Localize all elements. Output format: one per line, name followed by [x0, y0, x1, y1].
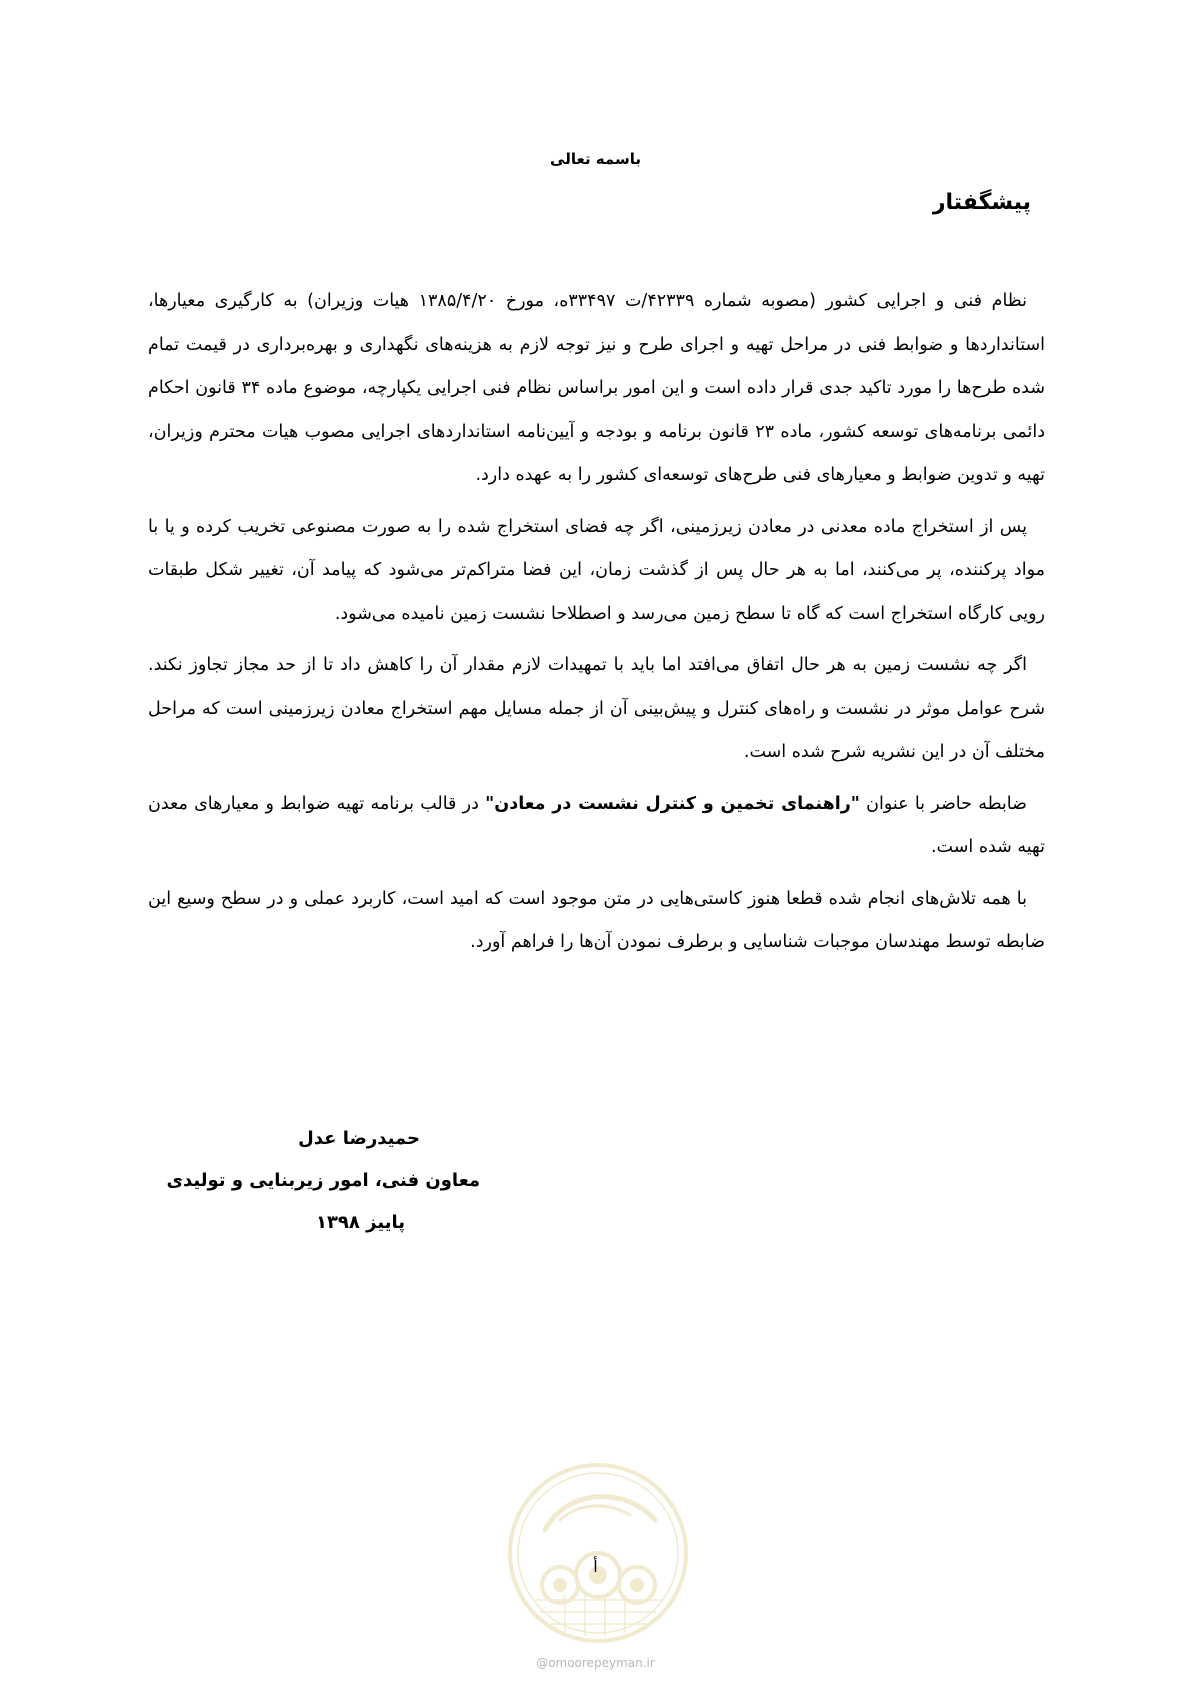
- paragraph-3: اگر چه نشست زمین به هر حال اتفاق می‌افتد اما باید با تمهیدات لازم مقدار آن را کاهش داد تا از حد مجاز تجاوز نکند. شرح عوامل موثر در نشست و راه‌های کنترل و پیش‌بینی آن از جمله مسایل مهم استخراج معادن زیرزمینی است که مراحل مختلف آن در این نشریه شرح شده است.: [148, 655, 1045, 762]
- paragraph-4-rest: در قالب برنامه تهیه ضوابط و معیارهای معدن تهیه شده است.: [148, 793, 1045, 857]
- paragraph-2: پس از استخراج ماده معدنی در معادن زیرزمینی، اگر چه فضای استخراج شده را به صورت مصنوعی تخریب کرده و یا با مواد پرکننده، پر می‌کنند، اما به هر حال پس از گذشت زمان، این فضا متراکم‌تر می‌شود که پیامد آن، تغییر شکل طبقات رویی کارگاه استخراج است که گاه تا سطح زمین می‌رسد و اصطلاحا نشست زمین نامیده می‌شود.: [148, 516, 1045, 624]
- footer-website: @omoorepeyman.ir: [536, 1656, 655, 1670]
- signature-date: پاییز ۱۳۹۸: [315, 1212, 405, 1233]
- signatory-name: حمیدرضا عدل: [298, 1128, 420, 1149]
- signature-block: [150, 1118, 480, 1244]
- preface-body: [148, 280, 1045, 973]
- paragraph-1: نظام فنی و اجرایی کشور (مصوبه شماره ۴۲۳۳۹/ت ۳۳۴۹۷ه، مورخ ۱۳۸۵/۴/۲۰ هیات وزیران) به کارگیری معیارها، استانداردها و ضوابط فنی در مراحل تهیه و اجرای طرح و نیز توجه لازم به هزینه‌های نگهداری و بهره‌برداری در قیمت تمام شده طرح‌ها را مورد تاکید جدی قرار داده است و این امور براساس نظام فنی اجرایی یکپارچه، موضوع ماده ۳۴ قانون احکام دائمی برنامه‌های توسعه کشور، ماده ۲۳ قانون برنامه و بودجه و آیین‌نامه استانداردهای اجرایی مصوب هیات محترم وزیران، تهیه و تدوین ضوابط و معیارهای فنی طرح‌های توسعه‌ای کشور را به عهده دارد.: [148, 291, 1046, 485]
- publication-title-reference: "راهنمای تخمین و کنترل نشست در معادن": [485, 793, 860, 814]
- signatory-role: معاون فنی، امور زیربنایی و تولیدی: [166, 1170, 480, 1191]
- paragraph-4-intro: ضابطه حاضر با عنوان: [859, 793, 1027, 814]
- page-title: پیشگفتار: [932, 190, 1031, 215]
- paragraph-4: [148, 783, 1045, 870]
- invocation-header: باسمه تعالی: [550, 150, 641, 168]
- page-number: أ: [593, 1557, 598, 1576]
- paragraph-5: با همه تلاش‌های انجام شده قطعا هنوز کاستی‌هایی در متن موجود است که امید است، کاربرد عملی و در سطح وسیع این ضابطه توسط مهندسان موجبات شناسایی و برطرف نمودن آن‌ها را فراهم آورد.: [148, 888, 1045, 952]
- watermark-logo: [505, 1460, 691, 1646]
